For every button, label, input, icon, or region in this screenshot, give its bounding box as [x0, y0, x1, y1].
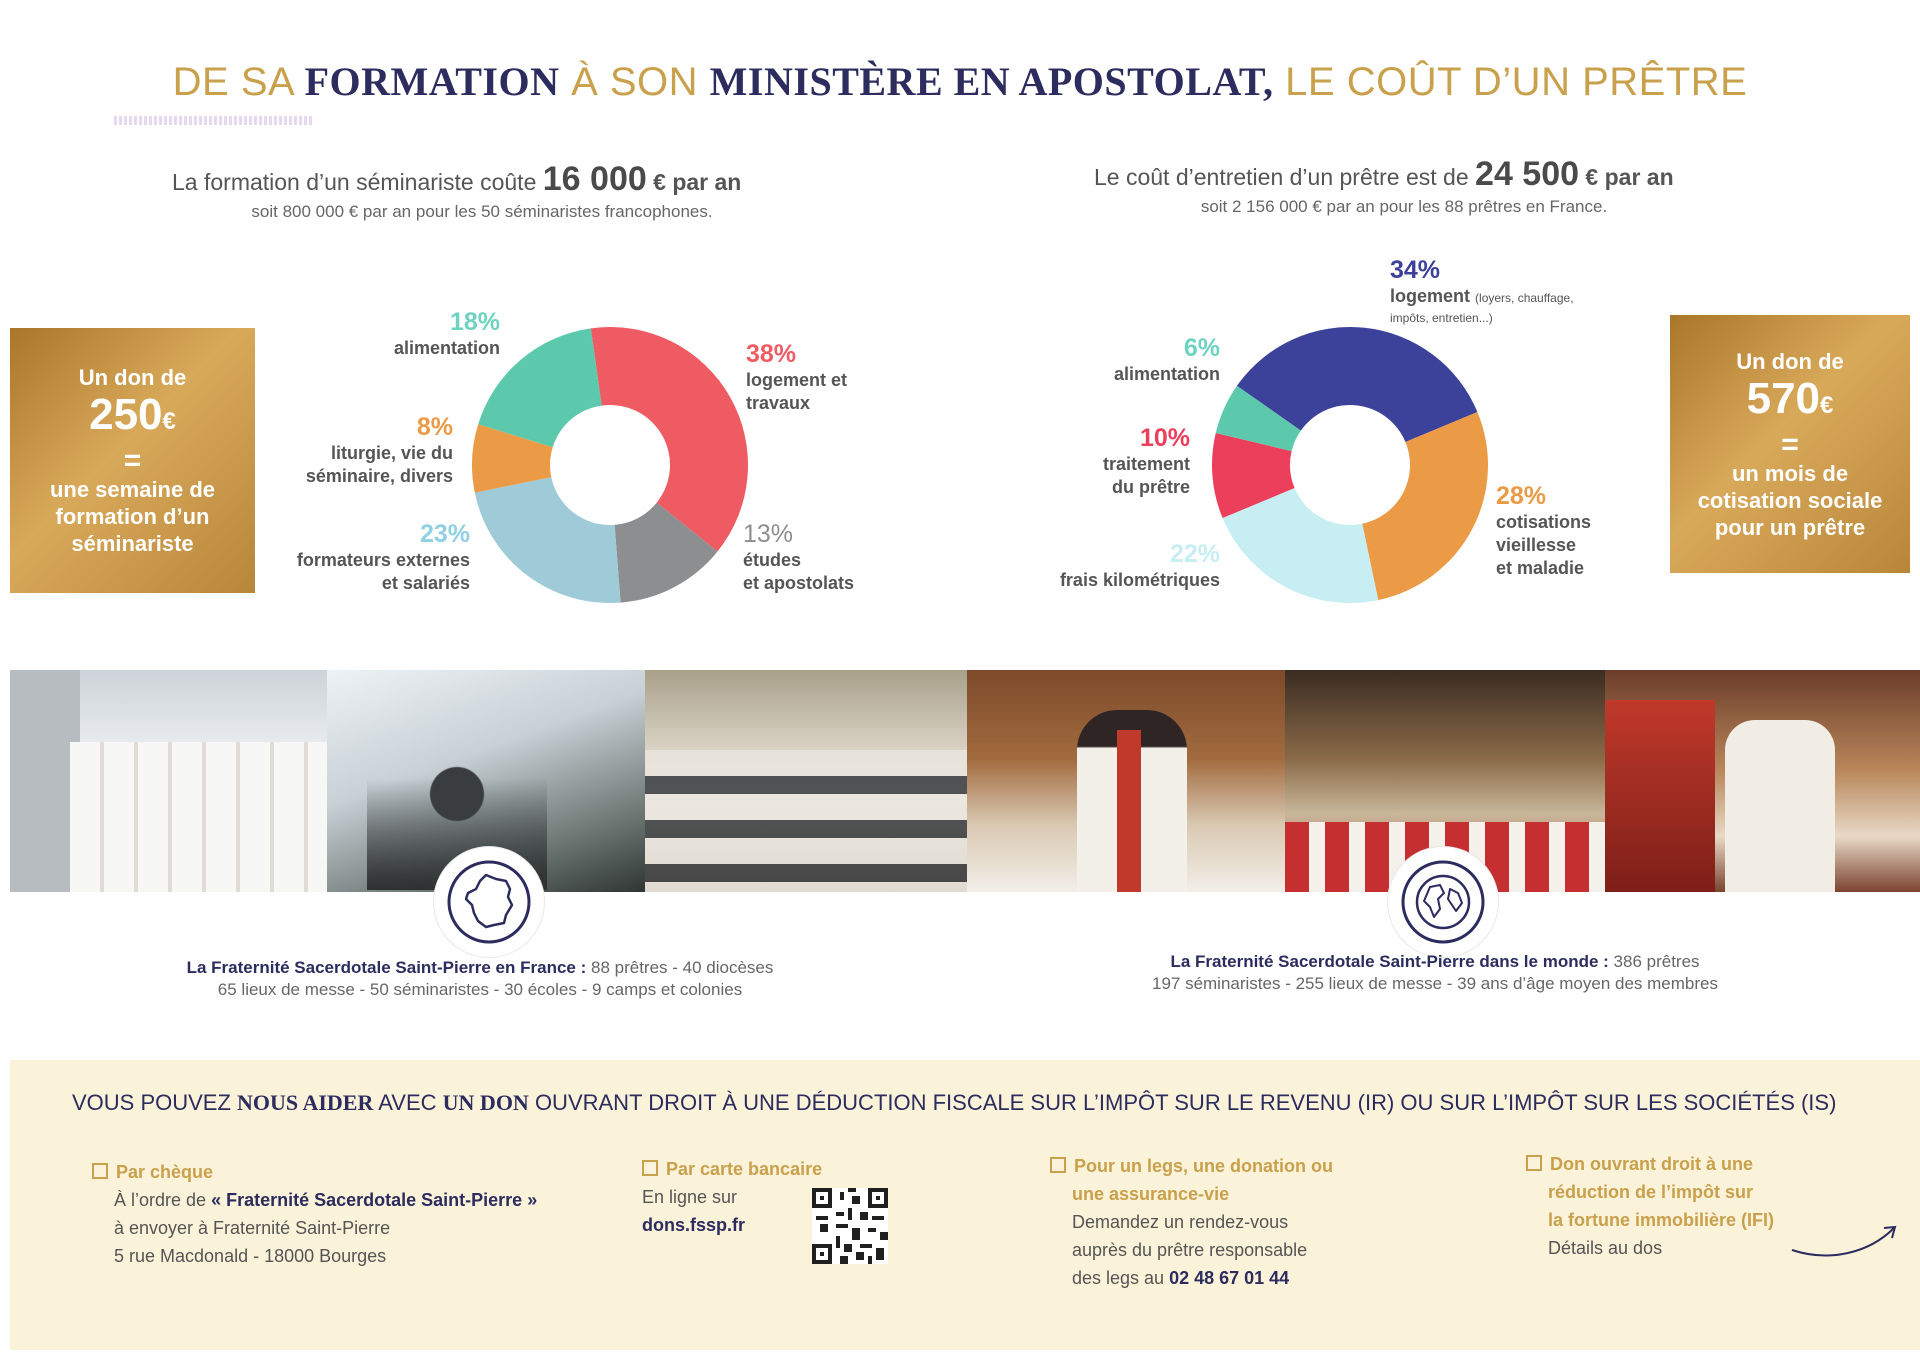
- checkbox-ifi[interactable]: [1526, 1155, 1542, 1171]
- photo-seminarians-group: [10, 670, 327, 892]
- label-alimentation-left: 18% alimentation: [393, 308, 500, 358]
- checkbox-carte[interactable]: [642, 1160, 658, 1176]
- seminarian-cost-donut-chart: [470, 325, 750, 605]
- left-headline: La formation d’un séminariste coûte 16 000 € par an: [172, 160, 742, 198]
- label-liturgie-left: 8% liturgie, vie du séminaire, divers: [305, 413, 453, 486]
- phone-number[interactable]: 02 48 67 01 44: [1169, 1268, 1290, 1288]
- priest-cost-donut-chart: [1210, 325, 1490, 605]
- left-subline: soit 800 000 € par an pour les 50 séminaristes francophones.: [251, 202, 713, 221]
- globe-icon: [1400, 859, 1486, 945]
- label-traitement-right: 10% traitement du prêtre: [1102, 424, 1190, 497]
- checkbox-cheque[interactable]: [92, 1163, 108, 1179]
- option-legs: Pour un legs, une donation ou une assurance-vie Demandez un rendez-vous auprès du prêtre responsable des legs au 02 48 67 01 44: [1050, 1152, 1333, 1292]
- label-etudes-left: 13% études et apostolats: [743, 520, 855, 593]
- gift-box-priest: Un don de 570€ = un mois de cotisation sociale pour un prêtre: [1670, 315, 1910, 573]
- label-cotisations-right: 28% cotisations vieillesse et maladie: [1496, 482, 1592, 578]
- curved-arrow-icon: [1788, 1218, 1903, 1260]
- donut-slice: [475, 477, 621, 603]
- title-decorative-rule: [114, 116, 314, 125]
- photo-study-hall: [645, 670, 967, 892]
- donation-band-title: VOUS POUVEZ NOUS AIDER AVEC UN DON OUVRANT DROIT À UNE DÉDUCTION FISCALE SUR L’IMPÔT SUR LE REVENU (IR) OU SUR L’IMPÔT SUR LES SOCIÉTÉS (IS): [72, 1090, 1837, 1115]
- right-headline: Le coût d’entretien d’un prêtre est de 24 500 € par an: [1094, 155, 1674, 193]
- option-ifi: Don ouvrant droit à une réduction de l’impôt sur la fortune immobilière (IFI) Détails au dos: [1526, 1150, 1774, 1262]
- info-monde: La Fraternité Sacerdotale Saint-Pierre dans le monde : 386 prêtres 197 séminaristes - 255 lieux de messe - 39 ans d’âge moyen des membres: [1151, 952, 1718, 993]
- photo-ordination: [1605, 670, 1920, 892]
- photo-priest-preaching: [967, 670, 1285, 892]
- label-formateurs-left: 23% formateurs externes et salariés: [296, 520, 470, 593]
- checkbox-legs[interactable]: [1050, 1157, 1066, 1173]
- donation-website-link[interactable]: dons.fssp.fr: [642, 1215, 746, 1235]
- world-globe-emblem: [1388, 847, 1498, 957]
- label-frais-right: 22% frais kilométriques: [1059, 540, 1220, 590]
- label-alimentation-right: 6% alimentation: [1113, 334, 1220, 384]
- gift-box-seminarian: Un don de 250€ = une semaine de formation d’un séminariste: [10, 328, 255, 593]
- label-logement-right: 34% logement (loyers, chauffage, impôts, entretien...): [1390, 256, 1574, 325]
- right-subline: soit 2 156 000 € par an pour les 88 prêtres en France.: [1200, 197, 1608, 216]
- donut-slice: [1362, 412, 1488, 600]
- page-title: DE SA FORMATION À SON MINISTÈRE EN APOSTOLAT, LE COÛT D’UN PRÊTRE: [172, 59, 1748, 104]
- label-logement-left: 38% logement et travaux: [746, 340, 848, 413]
- france-map-icon: [446, 859, 532, 945]
- option-carte: Par carte bancaire En ligne sur dons.fssp.fr: [642, 1159, 823, 1235]
- france-map-emblem: [434, 847, 544, 957]
- option-cheque: Par chèque À l’ordre de « Fraternité Sacerdotale Saint-Pierre » à envoyer à Fraternité Saint-Pierre 5 rue Macdonald - 18000 Bourges: [92, 1158, 537, 1270]
- qr-code-icon[interactable]: [812, 1188, 888, 1264]
- info-france: La Fraternité Sacerdotale Saint-Pierre en France : 88 prêtres - 40 diocèses 65 lieux de messe - 50 séminaristes - 30 écoles - 9 camps et colonies: [186, 958, 774, 999]
